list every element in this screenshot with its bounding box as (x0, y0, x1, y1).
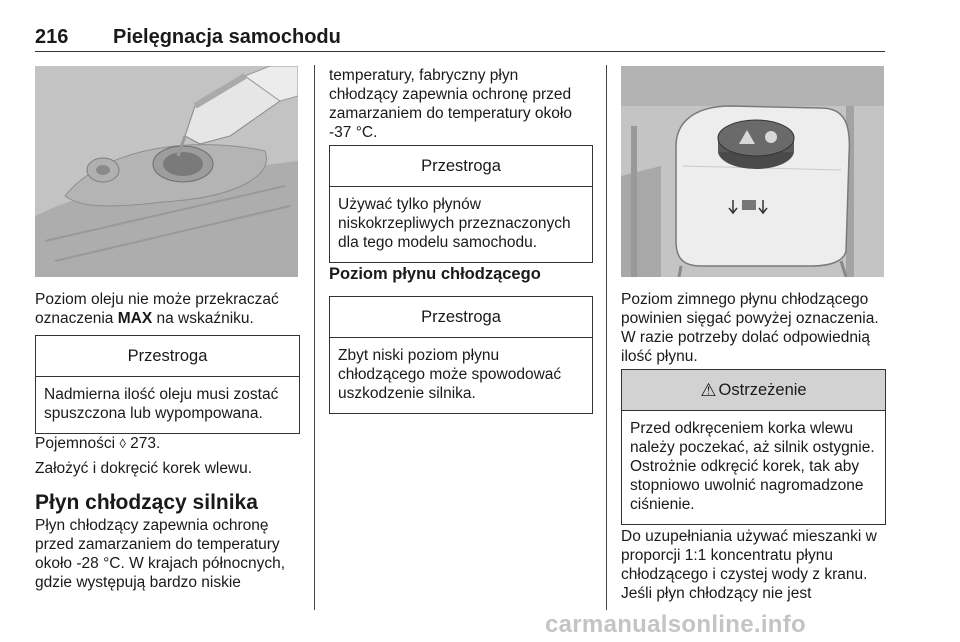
capacity-reference (35, 434, 300, 453)
oil-filling-illustration (35, 66, 298, 277)
mixture-paragraph: Do uzupełniania używać mieszanki w proporcji 1:1 koncentratu płynu chłodzącego i czystej wody z kranu. Jeśli płyn chłodzący nie jest (621, 528, 877, 602)
danger-warning-box (621, 369, 886, 525)
danger-warning-title (622, 370, 885, 411)
watermark: carmanualsonline.info (545, 611, 807, 638)
coolant-reservoir-illustration (621, 66, 884, 277)
coolant-heading: Płyn chłodzący silnika (35, 491, 258, 514)
coolant-paragraph: Płyn chłodzący zapewnia ochronę przed zamarzaniem do temperatury około -28 °C. W krajach północnych, gdzie występują bardzo niskie (35, 517, 286, 591)
col3-caption (621, 290, 891, 366)
column-divider-1 (314, 65, 315, 610)
coolant-level-warning-box (329, 296, 593, 414)
max-mark-label: MAX (117, 310, 153, 327)
column-divider-2 (606, 65, 607, 610)
danger-warning-body: Przed odkręceniem korka wlewu należy poczekać, aż silnik ostygnie. Ostrożnie odkręcić korek, tak aby stopniowo uwolnić nagromadzone ciśnienie. (630, 420, 875, 513)
oil-warning-body: Nadmierna ilość oleju musi zostać spuszczona lub wypompowana. (44, 386, 279, 422)
danger-title-text: Ostrzeżenie (718, 380, 807, 399)
caption-text: Poziom oleju nie może przekraczać oznaczenia (35, 291, 279, 327)
page-number: 216 (35, 26, 69, 48)
warning-triangle-icon: ⚠ (700, 379, 717, 400)
oil-warning-title: Przestroga (36, 336, 299, 377)
oil-level-caption (35, 290, 300, 328)
coolant-paragraph-cont: temperatury, fabryczny płyn chłodzący zapewnia ochronę przed zamarzaniem do temperatury około -37 °C. (329, 67, 572, 141)
oil-warning-box (35, 335, 300, 434)
col3-text (621, 527, 893, 603)
page-header (35, 26, 885, 52)
coolant-level-warning-body: Zbyt niski poziom płynu chłodzącego może spowodować uszkodzenie silnika. (338, 347, 562, 402)
capacity-text: Pojemności (35, 435, 120, 452)
coolant-type-warning-box (329, 145, 593, 263)
coolant-type-warning-title: Przestroga (330, 146, 592, 187)
coolant-level-caption: Poziom zimnego płynu chłodzącego powinien sięgać powyżej oznaczenia. W razie potrzeby dolać odpowiednią ilość płynu. (621, 291, 879, 365)
capacity-page-link[interactable]: 273. (125, 435, 161, 452)
coolant-level-warning-title: Przestroga (330, 297, 592, 338)
reinstall-cap-text: Założyć i dokręcić korek wlewu. (35, 460, 253, 477)
col2-text (329, 66, 591, 142)
coolant-type-warning-body: Używać tylko płynów niskokrzepliwych przeznaczonych dla tego modelu samochodu. (338, 196, 571, 251)
header-divider (35, 51, 885, 52)
col1-caption (35, 290, 300, 328)
col2-subheading (329, 264, 591, 284)
col1-text (35, 434, 300, 592)
reference-arrow-icon: ◊ (119, 436, 126, 451)
coolant-level-heading: Poziom płynu chłodzącego (329, 265, 541, 283)
section-title: Pielęgnacja samochodu (113, 26, 341, 48)
caption-text-end: na wskaźniku. (152, 310, 254, 327)
